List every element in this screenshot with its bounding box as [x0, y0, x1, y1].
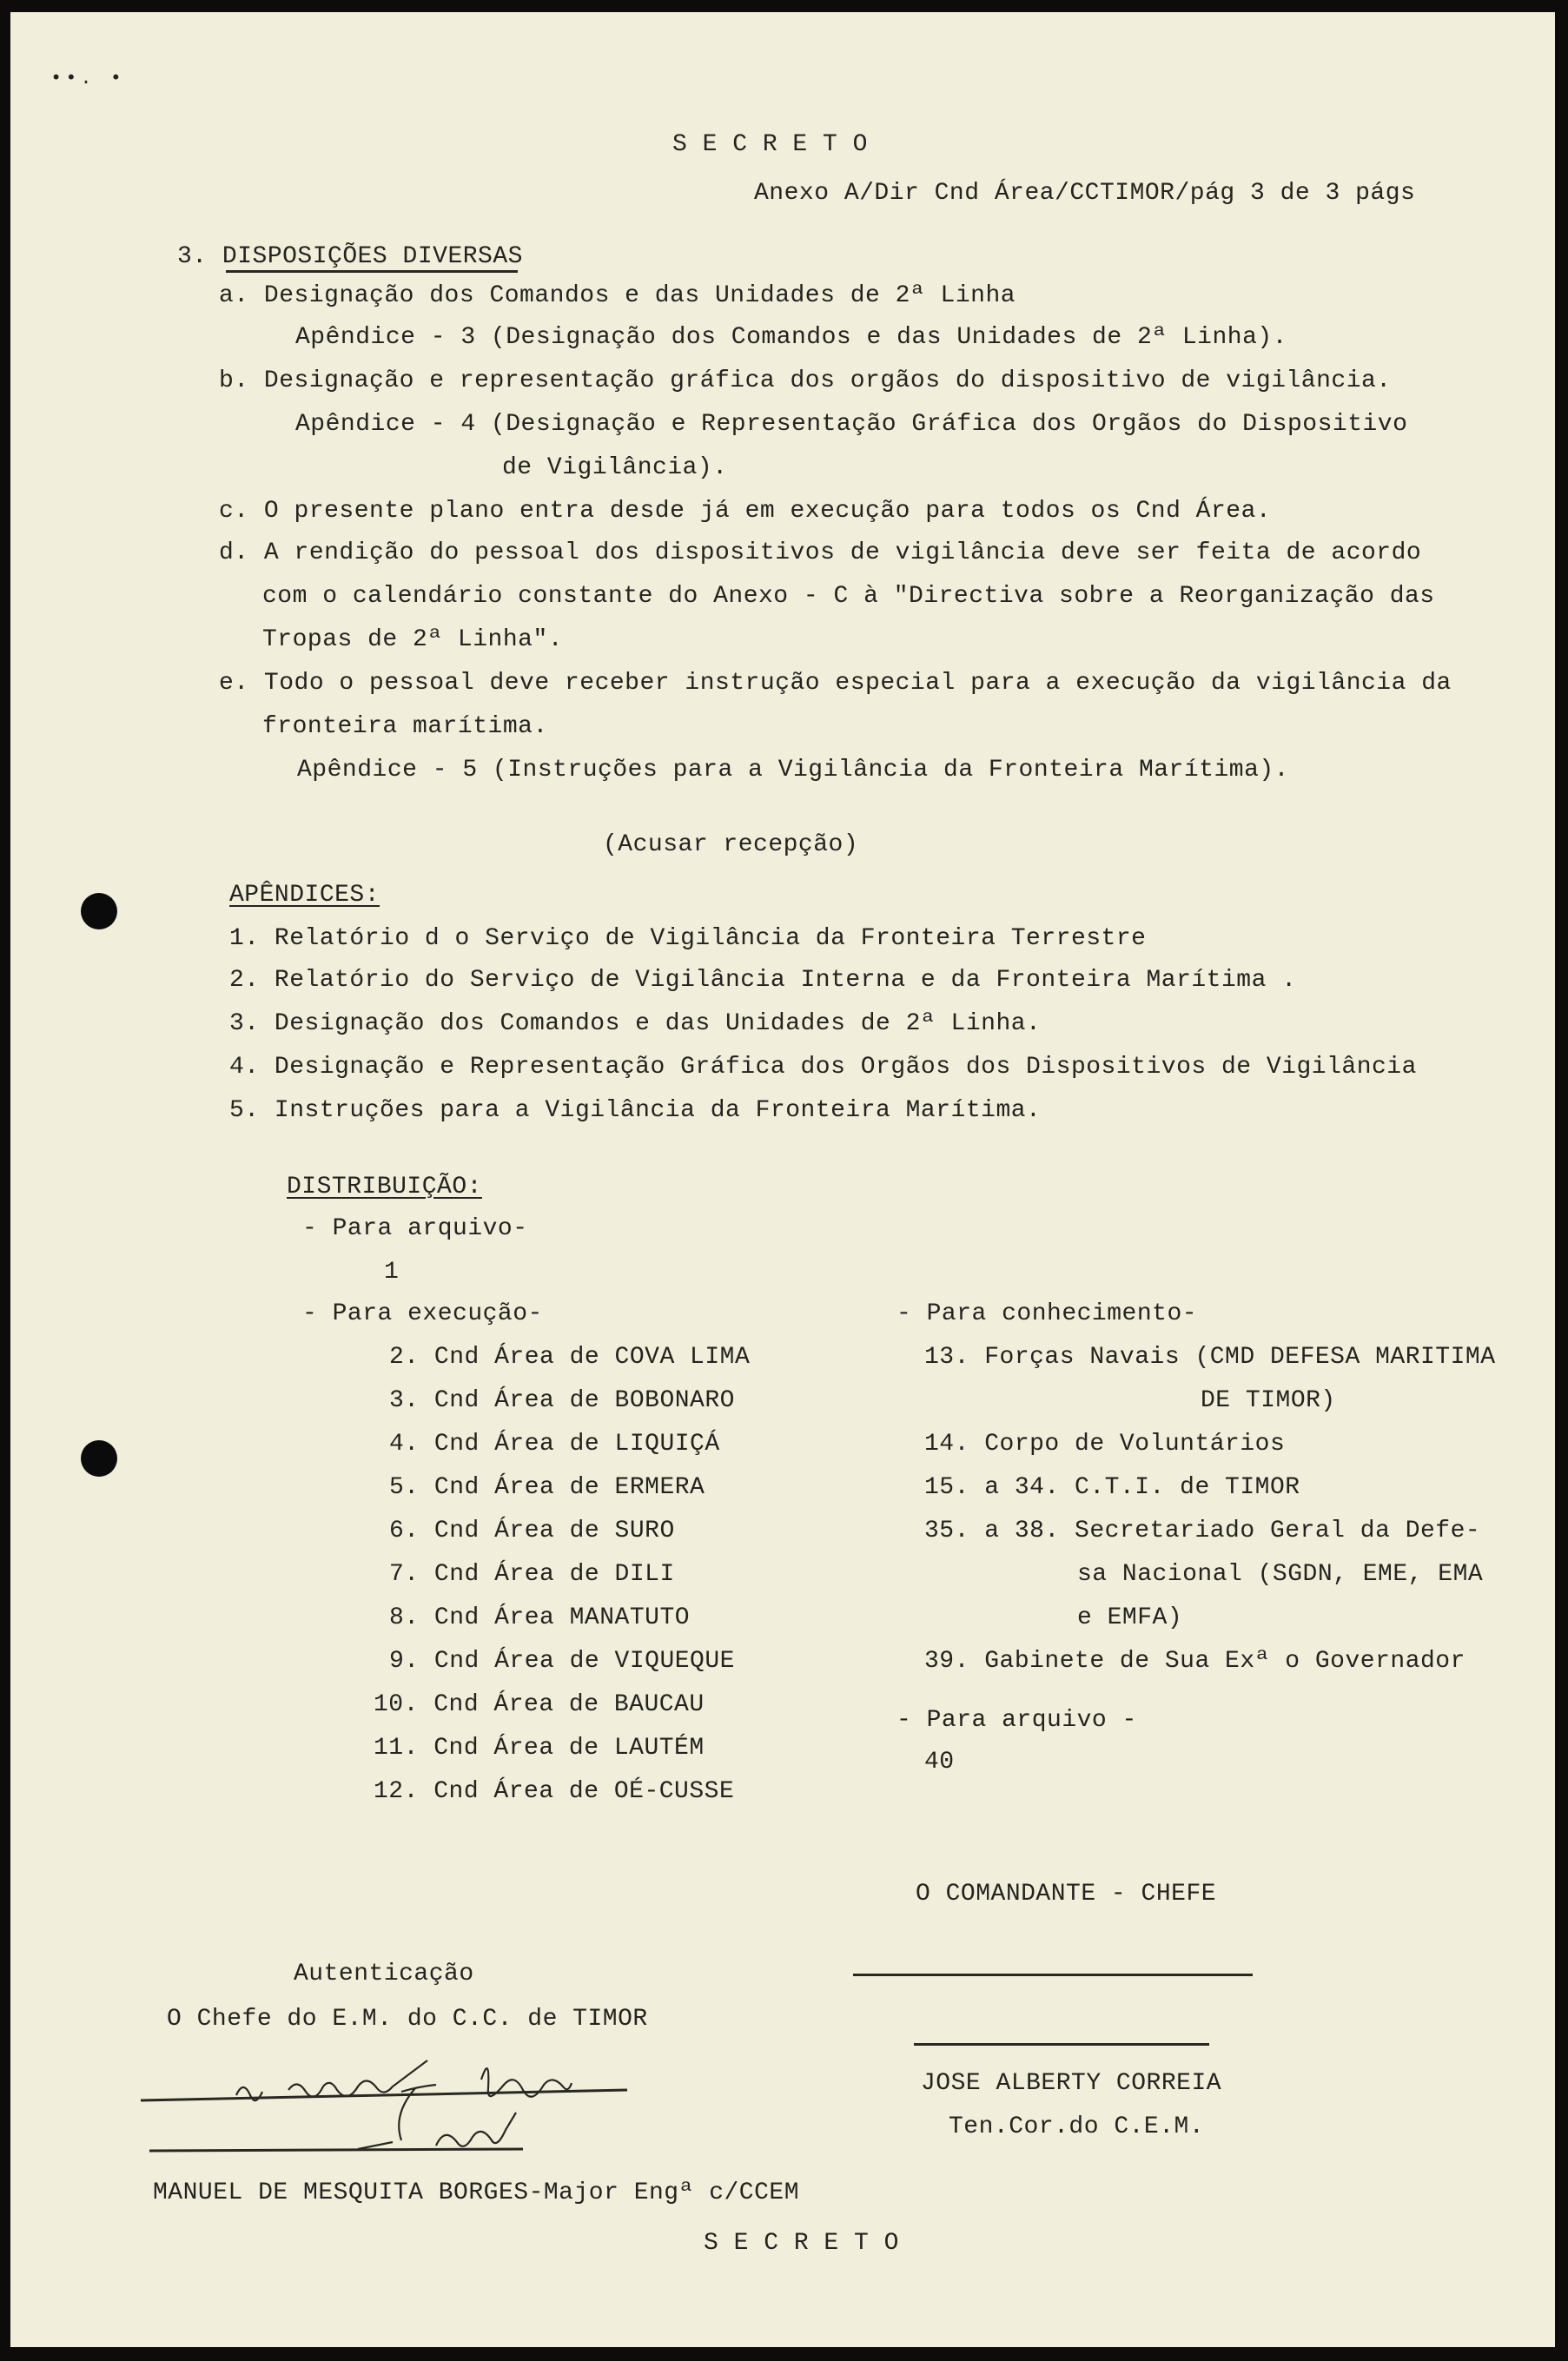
distribution-archive-label: - Para arquivo- [302, 1215, 528, 1242]
commander-name: JOSE ALBERTY CORREIA [921, 2070, 1222, 2097]
knowledge-item-cont: e EMFA) [1077, 1604, 1183, 1631]
commander-title: O COMANDANTE - CHEFE [916, 1881, 1217, 1908]
execution-item: 9. Cnd Área de VIQUEQUE [389, 1648, 735, 1675]
execution-item: 3. Cnd Área de BOBONARO [389, 1387, 735, 1414]
appendices-heading: APÊNDICES: [229, 882, 380, 909]
classification-top: S E C R E T O [672, 131, 868, 158]
distribution-archive2-number: 40 [924, 1749, 955, 1776]
appendix-3: 3. Designação dos Comandos e das Unidades de 2ª Linha. [229, 1010, 1042, 1037]
execution-item: 7. Cnd Área de DILI [389, 1561, 675, 1588]
execution-item: 11. Cnd Área de LAUTÉM [374, 1735, 705, 1762]
appendix-2: 2. Relatório do Serviço de Vigilância Interna e da Fronteira Marítima . [229, 967, 1297, 994]
distribution-heading: DISTRIBUIÇÃO: [287, 1174, 482, 1200]
knowledge-item: 13. Forças Navais (CMD DEFESA MARITIMA [924, 1344, 1496, 1371]
authentication-signer: MANUEL DE MESQUITA BORGES-Major Engª c/CCEM [153, 2179, 800, 2206]
execution-item: 8. Cnd Área MANATUTO [389, 1604, 691, 1631]
commander-rank: Ten.Cor.do C.E.M. [949, 2113, 1205, 2140]
appendix-4: 4. Designação e Representação Gráfica dos Orgãos dos Dispositivos de Vigilância [229, 1054, 1417, 1081]
distribution-knowledge-label: - Para conhecimento- [896, 1300, 1198, 1327]
section-heading-underline [226, 270, 518, 273]
document-page [10, 12, 1555, 2347]
knowledge-item: 35. a 38. Secretariado Geral da Defe- [924, 1518, 1481, 1544]
execution-item: 10. Cnd Área de BAUCAU [374, 1691, 705, 1718]
corner-mark: ••. • [50, 68, 126, 89]
knowledge-item-cont: DE TIMOR) [1201, 1387, 1336, 1414]
authentication-role: O Chefe do E.M. do C.C. de TIMOR [167, 2006, 648, 2033]
appendix-1: 1. Relatório d o Serviço de Vigilância da Fronteira Terrestre [229, 925, 1147, 952]
knowledge-item-cont: sa Nacional (SGDN, EME, EMA [1077, 1561, 1484, 1588]
section-item-d: d. A rendição do pessoal dos dispositivos de vigilância deve ser feita de acordo [219, 539, 1422, 566]
section-item-b: b. Designação e representação gráfica dos orgãos do dispositivo de vigilância. [219, 367, 1392, 394]
section-item-b-appendix: Apêndice - 4 (Designação e Representação Gráfica dos Orgãos do Dispositivo [295, 411, 1408, 438]
execution-item: 4. Cnd Área de LIQUIÇÁ [389, 1431, 720, 1458]
section-item-e-cont: fronteira marítima. [262, 713, 548, 740]
execution-item: 2. Cnd Área de COVA LIMA [389, 1344, 751, 1371]
section-heading [177, 242, 523, 272]
binder-hole [81, 1440, 117, 1477]
acknowledge-note: (Acusar recepção) [603, 831, 859, 858]
section-item-b-appendix-cont: de Vigilância). [502, 454, 728, 481]
authentication-label: Autenticação [294, 1961, 474, 1987]
execution-item: 6. Cnd Área de SURO [389, 1518, 675, 1544]
knowledge-item: 14. Corpo de Voluntários [924, 1431, 1286, 1458]
section-item-e-appendix: Apêndice - 5 (Instruções para a Vigilância da Fronteira Marítima). [297, 757, 1289, 784]
section-item-d-cont2: Tropas de 2ª Linha". [262, 626, 564, 653]
section-item-a: a. Designação dos Comandos e das Unidades de 2ª Linha [219, 282, 1016, 309]
appendix-5: 5. Instruções para a Vigilância da Fronteira Marítima. [229, 1097, 1042, 1124]
section-heading-text: 3. DISPOSIÇÕES DIVERSAS [177, 243, 523, 270]
handwritten-signature [141, 2036, 766, 2175]
knowledge-item: 15. a 34. C.T.I. de TIMOR [924, 1474, 1300, 1501]
execution-item: 5. Cnd Área de ERMERA [389, 1474, 705, 1501]
distribution-archive-number: 1 [384, 1259, 400, 1286]
execution-item: 12. Cnd Área de OÉ-CUSSE [374, 1778, 735, 1805]
section-item-a-appendix: Apêndice - 3 (Designação dos Comandos e das Unidades de 2ª Linha). [295, 324, 1287, 351]
distribution-execution-label: - Para execução- [302, 1300, 543, 1327]
commander-name-line [914, 2043, 1209, 2046]
document-reference: Anexo A/Dir Cnd Área/CCTIMOR/pág 3 de 3 págs [754, 180, 1416, 207]
knowledge-item: 39. Gabinete de Sua Exª o Governador [924, 1648, 1465, 1675]
commander-signature-line [853, 1974, 1253, 1976]
section-item-e: e. Todo o pessoal deve receber instrução especial para a execução da vigilância da [219, 670, 1452, 697]
distribution-archive2-label: - Para arquivo - [896, 1707, 1137, 1734]
binder-hole [81, 893, 117, 929]
section-item-d-cont: com o calendário constante do Anexo - C à "Directiva sobre a Reorganização das [262, 583, 1435, 610]
section-item-c: c. O presente plano entra desde já em execução para todos os Cnd Área. [219, 498, 1272, 525]
classification-bottom: S E C R E T O [704, 2230, 899, 2257]
